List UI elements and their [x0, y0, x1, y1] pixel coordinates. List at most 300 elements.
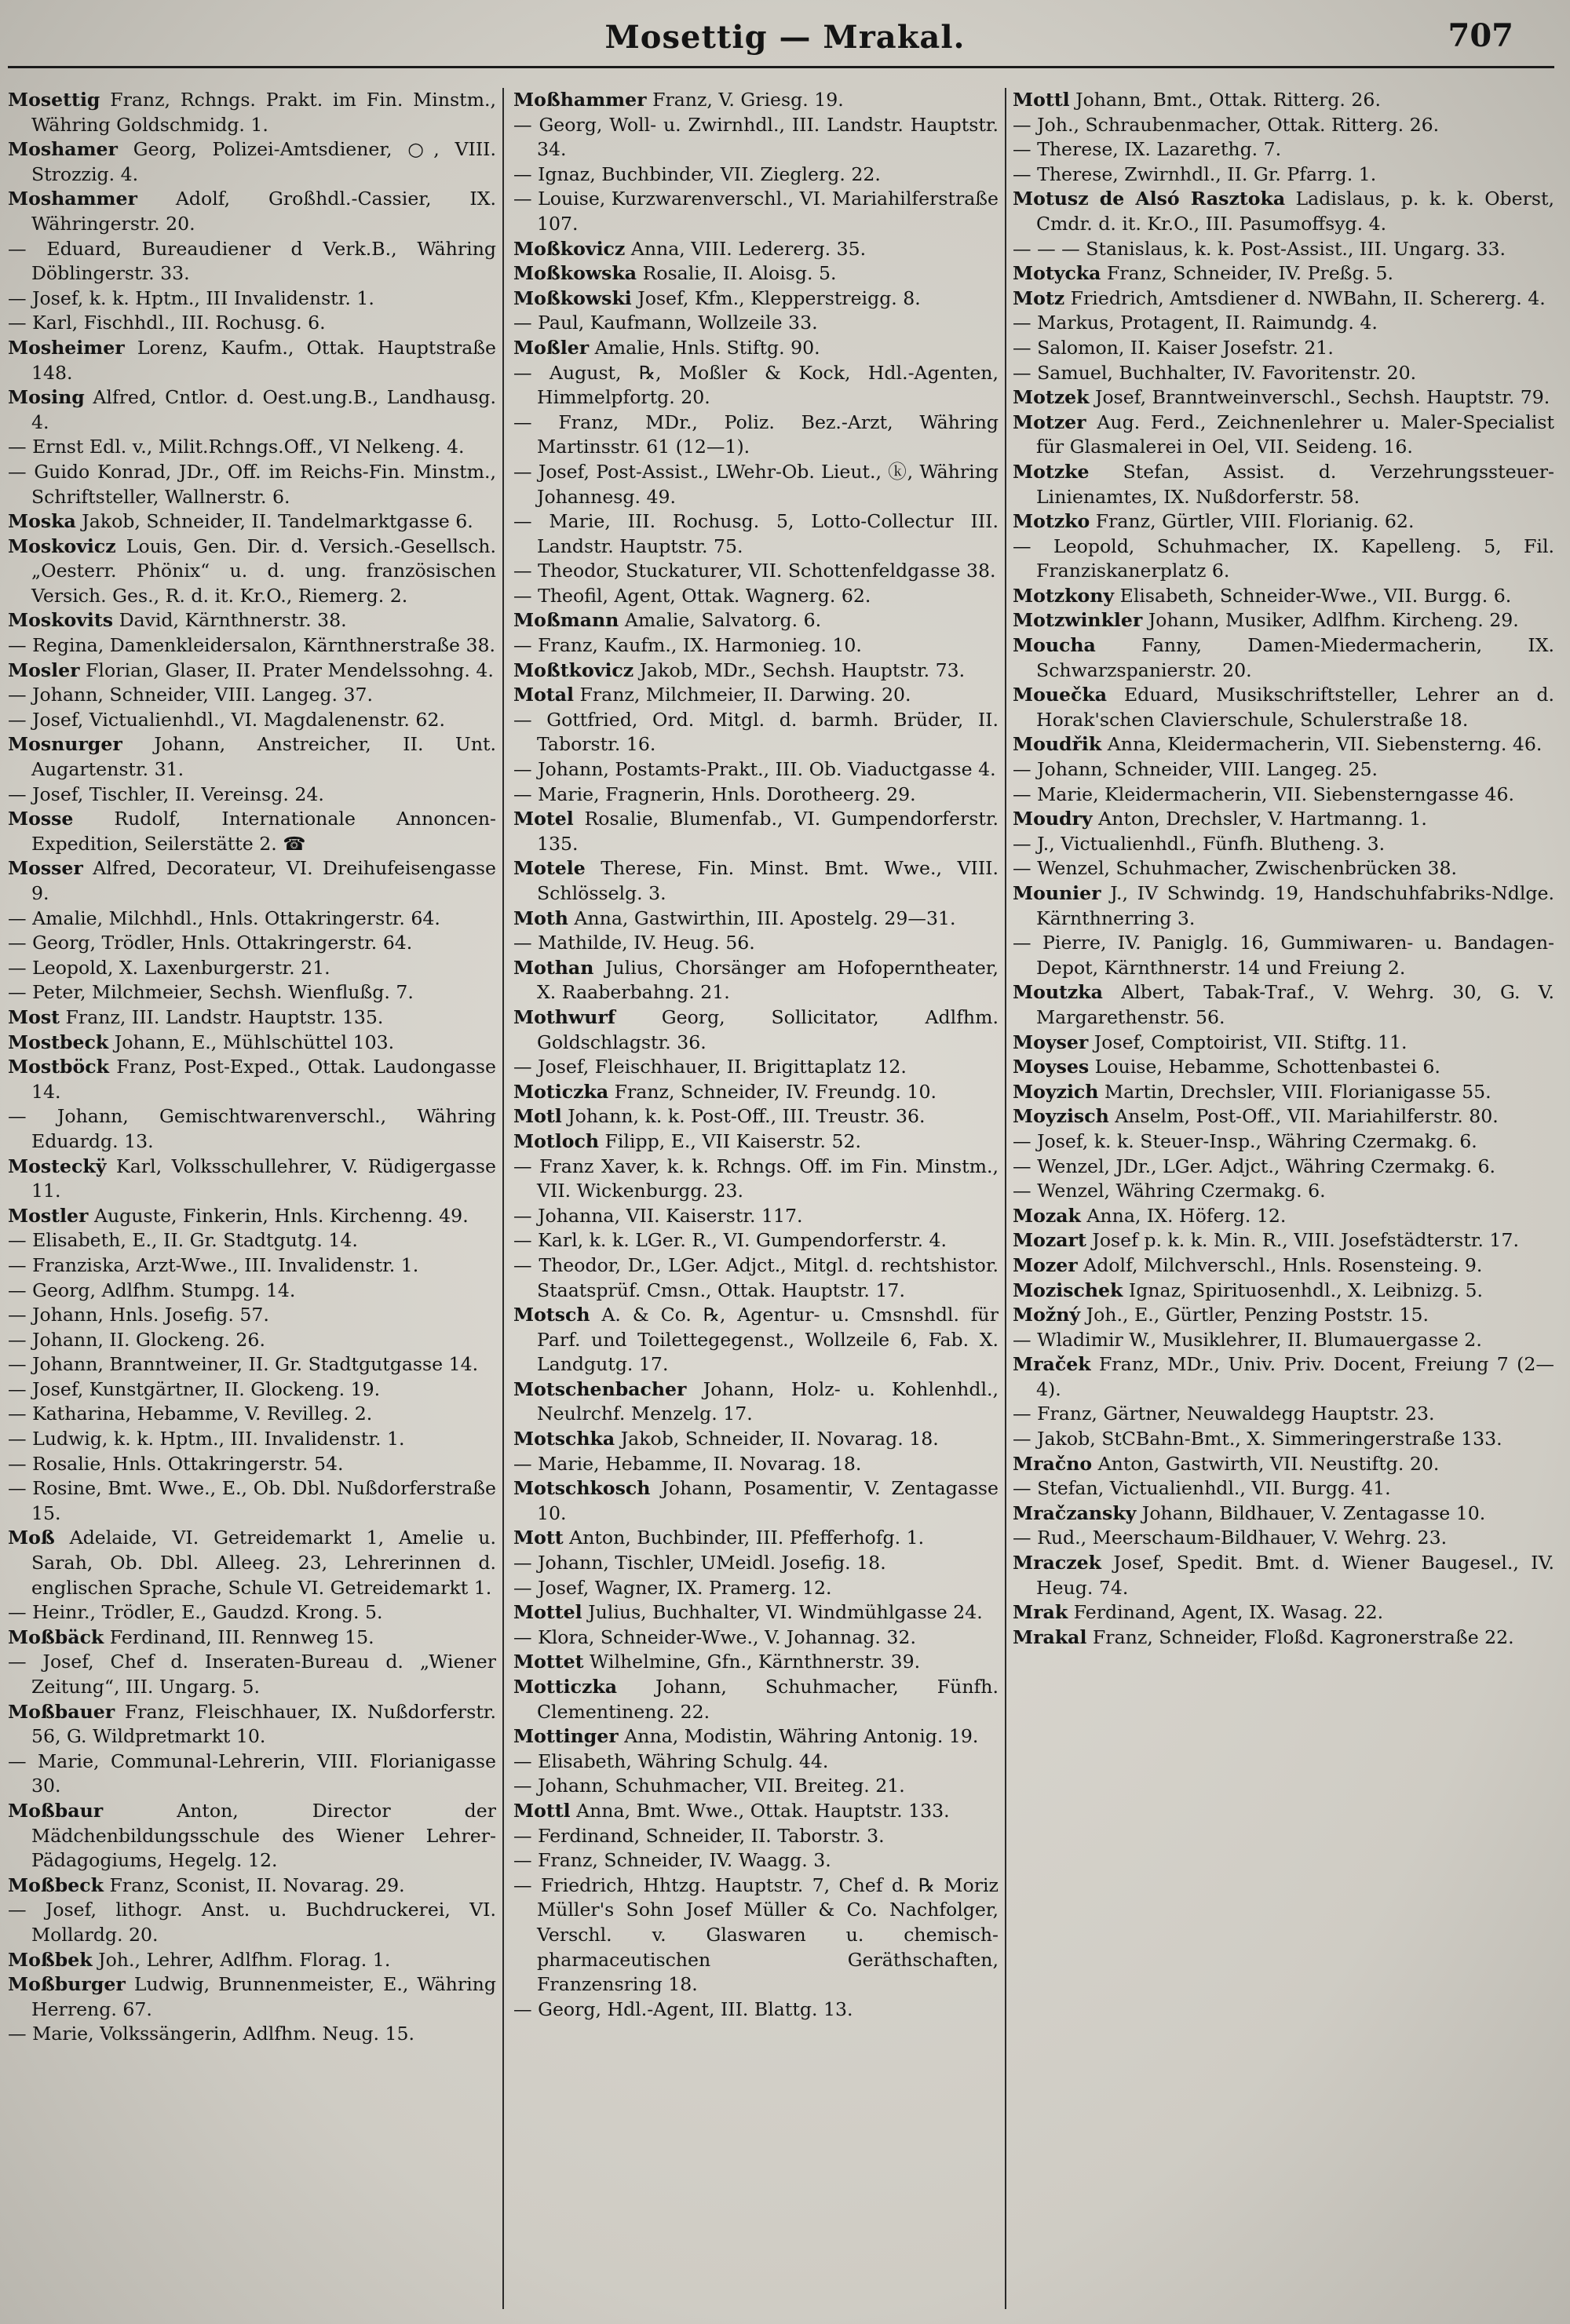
directory-entry: [513, 1377, 999, 1427]
entry-details: Louis, Gen. Dir. d. Versich.-Gesellsch. „Oesterr. Phönix“ u. d. ung. französischen Versich. Ges., R. d. it. Kr.O., Riemerg. 2.: [31, 534, 496, 607]
entry-details: — Leopold, X. Laxenburgerstr. 21.: [8, 956, 330, 979]
directory-entry: [1013, 113, 1554, 138]
entry-details: Adelaide, VI. Getreidemarkt 1, Amelie u. Sarah, Ob. Dbl. Alleeg. 23, Lehrerinnen d. englischen Sprache, Schule VI. Getreidemarkt 1.: [31, 1527, 496, 1599]
entry-surname: Mosteckÿ: [8, 1155, 107, 1177]
directory-entry: [513, 659, 999, 684]
directory-entry: [513, 1526, 999, 1551]
entry-details: Anna, IX. Höferg. 12.: [1080, 1204, 1287, 1227]
directory-entry: [8, 336, 496, 385]
entry-details: Josef p. k. k. Min. R., VIII. Josefstädterstr. 17.: [1086, 1229, 1519, 1252]
entry-surname: Moßkovicz: [513, 237, 626, 260]
entry-details: Amalie, Salvatorg. 6.: [619, 609, 822, 632]
entry-details: Alfred, Cntlor. d. Oest.ung.B., Landhausg. 4.: [31, 386, 496, 433]
entry-details: Anna, VIII. Ledererg. 35.: [625, 237, 867, 260]
entry-details: Rudolf, Internationale Annoncen-Expedition, Seilerstätte 2. ☎: [31, 808, 496, 855]
entry-surname: Mottet: [513, 1651, 584, 1673]
entry-details: — Johann, Tischler, UMeidl. Josefig. 18.: [513, 1552, 886, 1574]
directory-entry: [8, 509, 496, 534]
entry-details: Ferdinand, Agent, IX. Wasag. 22.: [1068, 1601, 1384, 1624]
directory-entry: [1013, 633, 1554, 683]
entry-details: Anton, Director der Mädchenbildungsschule des Wiener Lehrer-Pädagogiums, Hegelg. 12.: [31, 1799, 496, 1872]
directory-entry: [513, 1452, 999, 1477]
entry-surname: Moshammer: [8, 188, 137, 210]
directory-entry: [1013, 881, 1554, 931]
directory-entry: [513, 113, 999, 162]
entry-surname: Motycka: [1013, 262, 1101, 285]
directory-entry: [8, 1799, 496, 1873]
entry-surname: Moyzisch: [1013, 1105, 1109, 1128]
entry-details: Jakob, Schneider, II. Tandelmarktgasse 6.: [75, 510, 473, 533]
directory-entry: [513, 1253, 999, 1303]
entry-details: — Karl, k. k. LGer. R., VI. Gumpendorferstr. 4.: [513, 1229, 947, 1252]
entry-details: Therese, Fin. Minst. Bmt. Wwe., VIII. Schlösselg. 3.: [537, 857, 999, 904]
directory-entry: [1013, 261, 1554, 286]
entry-details: — Georg, Trödler, Hnls. Ottakringerstr. 64.: [8, 932, 413, 954]
directory-entry: [1013, 1253, 1554, 1279]
entry-details: — Ferdinand, Schneider, II. Taborstr. 3.: [513, 1824, 885, 1847]
directory-entry: [1013, 385, 1554, 410]
entry-details: Ignaz, Spirituosenhdl., X. Leibnizg. 5.: [1123, 1279, 1483, 1301]
directory-entry: [8, 1476, 496, 1526]
entry-surname: Moßbauer: [8, 1700, 115, 1723]
entry-surname: Moßkowska: [513, 262, 637, 285]
entry-surname: Motzwinkler: [1013, 609, 1143, 632]
directory-entry: [1013, 1055, 1554, 1080]
directory-entry: [8, 534, 496, 609]
directory-entry: [8, 980, 496, 1005]
page-header: [0, 14, 1570, 61]
directory-entry: [513, 907, 999, 932]
directory-entry: [513, 1774, 999, 1799]
entry-surname: Moßler: [513, 336, 590, 359]
directory-entry: [1013, 1551, 1554, 1600]
entry-surname: Mosettig: [8, 89, 100, 111]
directory-entry: [513, 1080, 999, 1105]
entry-details: Franz, Gürtler, VIII. Florianig. 62.: [1090, 510, 1415, 533]
directory-entry: [8, 237, 496, 286]
directory-entry: [513, 708, 999, 757]
entry-details: — Johann, Schneider, VIII. Langeg. 37.: [8, 684, 374, 706]
entry-details: Anna, Gastwirthin, III. Apostelg. 29—31.: [568, 907, 956, 929]
directory-entry: [8, 1104, 496, 1154]
entry-surname: Most: [8, 1005, 60, 1028]
directory-entry: [513, 1848, 999, 1873]
entry-details: Fanny, Damen-Miedermacherin, IX. Schwarzspanierstr. 20.: [1036, 634, 1554, 681]
entry-details: — Wenzel, JDr., LGer. Adjct., Währing Czermakg. 6.: [1013, 1155, 1496, 1177]
directory-entry: [1013, 162, 1554, 188]
directory-entry: [513, 460, 999, 509]
entry-details: — Johann, II. Glockeng. 26.: [8, 1328, 265, 1351]
entry-details: — Louise, Kurzwarenverschl., VI. Mariahilferstraße 107.: [513, 188, 999, 235]
entry-details: Julius, Buchhalter, VI. Windmühlgasse 24.: [582, 1601, 983, 1624]
entry-details: — Georg, Adlfhm. Stumpg. 14.: [8, 1279, 296, 1301]
directory-entry: [8, 783, 496, 808]
directory-entry: [513, 956, 999, 1005]
directory-entry: [513, 584, 999, 609]
entry-details: — Rosine, Bmt. Wwe., E., Ob. Dbl. Nußdorferstraße 15.: [8, 1477, 496, 1524]
entry-details: — Josef, Tischler, II. Vereinsg. 24.: [8, 783, 324, 805]
entry-surname: Mott: [513, 1527, 564, 1549]
directory-entry: [513, 559, 999, 584]
directory-entry: [8, 1253, 496, 1279]
entry-surname: Mostbeck: [8, 1031, 109, 1053]
entry-details: — Heinr., Trödler, E., Gaudzd. Krong. 5.: [8, 1601, 383, 1624]
entry-surname: Mothwurf: [513, 1005, 615, 1028]
directory-entry: [8, 311, 496, 336]
directory-entry: [8, 187, 496, 236]
entry-details: Johann, Bmt., Ottak. Ritterg. 26.: [1069, 89, 1381, 111]
directory-entry: [1013, 1031, 1554, 1056]
directory-entry: [8, 956, 496, 981]
page-number: 707: [1448, 17, 1513, 54]
directory-entry: [1013, 361, 1554, 386]
directory-entry: [1013, 1080, 1554, 1105]
directory-entry: [8, 1700, 496, 1749]
directory-entry: [513, 361, 999, 410]
entry-details: Lorenz, Kaufm., Ottak. Hauptstraße 148.: [31, 336, 496, 384]
directory-entry: [8, 1873, 496, 1899]
entry-surname: Mosser: [8, 857, 83, 880]
entry-surname: Motel: [513, 808, 574, 830]
directory-entry: [1013, 187, 1554, 236]
column-2: [513, 88, 999, 2309]
directory-entry: [8, 1055, 496, 1104]
entry-details: — Wenzel, Schuhmacher, Zwischenbrücken 38.: [1013, 857, 1458, 880]
directory-entry: [8, 1749, 496, 1799]
directory-entry: [513, 410, 999, 460]
entry-details: — Paul, Kaufmann, Wollzeile 33.: [513, 312, 818, 334]
directory-entry: [513, 1427, 999, 1452]
directory-entry: [1013, 1352, 1554, 1402]
entry-details: — Wenzel, Währing Czermakg. 6.: [1013, 1180, 1326, 1202]
entry-details: — Marie, III. Rochusg. 5, Lotto-Collectur III. Landstr. Hauptstr. 75.: [513, 510, 999, 557]
column-divider: [502, 88, 504, 2309]
entry-surname: Motele: [513, 857, 586, 880]
entry-surname: Motloch: [513, 1129, 599, 1152]
directory-entry: [1013, 509, 1554, 534]
directory-entry: [8, 1600, 496, 1625]
directory-entry: [8, 1427, 496, 1452]
directory-entry: [8, 1279, 496, 1304]
entry-surname: Mosse: [8, 808, 74, 830]
entry-details: Albert, Tabak-Traf., V. Wehrg. 30, G. V. Margarethenstr. 56.: [1036, 981, 1554, 1028]
entry-details: Ludwig, Brunnenmeister, E., Währing Herreng. 67.: [31, 1973, 496, 2020]
entry-surname: Moyser: [1013, 1031, 1089, 1053]
entry-details: — Wladimir W., Musiklehrer, II. Blumauergasse 2.: [1013, 1328, 1482, 1351]
entry-details: — Stefan, Victualienhdl., VII. Burgg. 41.: [1013, 1477, 1391, 1500]
directory-entry: [8, 907, 496, 932]
entry-details: — Theofil, Agent, Ottak. Wagnerg. 62.: [513, 584, 871, 607]
entry-details: Franz, Post-Exped., Ottak. Laudongasse 14.: [31, 1056, 496, 1103]
entry-details: — Josef, lithogr. Anst. u. Buchdruckerei, VI. Mollardg. 20.: [8, 1899, 496, 1946]
entry-details: — Johann, Hnls. Josefig. 57.: [8, 1304, 269, 1326]
entry-surname: Motzke: [1013, 460, 1090, 483]
directory-entry: [1013, 1452, 1554, 1477]
column-3: [1013, 88, 1554, 2309]
directory-entry: [1013, 783, 1554, 808]
column-divider: [1005, 88, 1006, 2309]
entry-details: — Marie, Hebamme, II. Novarag. 18.: [513, 1452, 862, 1475]
directory-entry: [1013, 807, 1554, 832]
directory-entry: [8, 1972, 496, 2022]
entry-details: — Josef, k. k. Hptm., III Invalidenstr. 1.: [8, 286, 374, 309]
entry-details: Alfred, Decorateur, VI. Dreihufeisengasse 9.: [31, 857, 496, 904]
entry-surname: Mozart: [1013, 1229, 1086, 1252]
entry-surname: Moßbaur: [8, 1799, 104, 1822]
entry-details: Franz, Fleischhauer, IX. Nußdorferstr. 56, G. Wildpretmarkt 10.: [31, 1700, 496, 1748]
directory-entry: [513, 807, 999, 856]
entry-details: Florian, Glaser, II. Prater Mendelssohng. 4.: [79, 659, 494, 681]
directory-entry: [513, 1675, 999, 1724]
entry-details: J., IV Schwindg. 19, Handschuhfabriks-Ndlge. Kärnthnerring 3.: [1036, 882, 1554, 929]
directory-entry: [8, 2022, 496, 2047]
entry-surname: Mouečka: [1013, 684, 1108, 706]
entry-details: Rosalie, Blumenfab., VI. Gumpendorferstr. 135.: [537, 808, 999, 855]
entry-details: — Georg, Woll- u. Zwirnhdl., III. Landstr. Hauptstr. 34.: [513, 113, 999, 161]
directory-entry: [513, 88, 999, 113]
directory-entry: [8, 1948, 496, 1973]
entry-details: — Josef, k. k. Steuer-Insp., Währing Czermakg. 6.: [1013, 1129, 1477, 1152]
entry-details: Franz, Schneider, IV. Preßg. 5.: [1101, 262, 1394, 285]
entry-surname: Moudry: [1013, 808, 1093, 830]
entry-surname: Mottl: [513, 1799, 571, 1822]
directory-entry: [8, 1303, 496, 1328]
entry-details: — Johanna, VII. Kaiserstr. 117.: [513, 1204, 803, 1227]
entry-details: — Karl, Fischhdl., III. Rochusg. 6.: [8, 312, 326, 334]
entry-surname: Mozischek: [1013, 1279, 1123, 1301]
entry-surname: Mosnurger: [8, 733, 122, 756]
entry-details: — Peter, Milchmeier, Sechsh. Wienflußg. 7.: [8, 981, 414, 1004]
entry-surname: Mozak: [1013, 1204, 1081, 1227]
directory-entry: [8, 435, 496, 460]
entry-details: Josef, Spedit. Bmt. d. Wiener Baugesel., IV. Heug. 74.: [1036, 1552, 1554, 1599]
directory-entry: [8, 856, 496, 906]
entry-surname: Moudřik: [1013, 733, 1102, 756]
directory-entry: [1013, 237, 1554, 262]
directory-entry: [1013, 980, 1554, 1030]
entry-surname: Moucha: [1013, 634, 1096, 657]
entry-details: — Elisabeth, Währing Schulg. 44.: [513, 1749, 829, 1772]
entry-surname: Moyzich: [1013, 1080, 1099, 1103]
entry-surname: Motusz de Alsó Rasztoka: [1013, 188, 1286, 210]
entry-details: — Therese, IX. Lazarethg. 7.: [1013, 138, 1282, 161]
directory-entry: [8, 683, 496, 708]
entry-details: — Mathilde, IV. Heug. 56.: [513, 932, 755, 954]
directory-entry: [8, 1005, 496, 1031]
entry-details: Johann, E., Mühlschüttel 103.: [108, 1031, 395, 1053]
entry-surname: Mounier: [1013, 882, 1101, 904]
directory-entry: [8, 732, 496, 782]
entry-surname: Motschkosch: [513, 1477, 651, 1500]
header-rule: [8, 66, 1554, 68]
directory-entry: [1013, 1228, 1554, 1253]
directory-entry: [1013, 88, 1554, 113]
entry-details: — Theodor, Stuckaturer, VII. Schottenfeldgasse 38.: [513, 560, 996, 582]
entry-details: Filipp, E., VII Kaiserstr. 52.: [598, 1129, 861, 1152]
entry-details: — Johann, Gemischtwarenverschl., Währing Eduardg. 13.: [8, 1105, 496, 1152]
directory-entry: [513, 1005, 999, 1055]
entry-details: — Johann, Schneider, VIII. Langeg. 25.: [1013, 758, 1378, 781]
entry-details: Franz, Rchngs. Prakt. im Fin. Minstm., Währing Goldschmidg. 1.: [31, 89, 496, 136]
entry-details: — Guido Konrad, JDr., Off. im Reichs-Fin. Minstm., Schriftsteller, Wallnerstr. 6.: [8, 460, 496, 508]
entry-details: Stefan, Assist. d. Verzehrungssteuer-Linienamtes, IX. Nußdorferstr. 58.: [1036, 460, 1554, 508]
directory-entry: [513, 1155, 999, 1204]
entry-details: Johann, Holz- u. Kohlenhdl., Neulrchf. Menzelg. 17.: [537, 1377, 999, 1425]
entry-details: — Rosalie, Hnls. Ottakringerstr. 54.: [8, 1452, 344, 1475]
entry-details: — Samuel, Buchhalter, IV. Favoritenstr. 20.: [1013, 361, 1417, 384]
directory-entry: [8, 1377, 496, 1403]
directory-entry: [8, 1204, 496, 1229]
entry-surname: Mrak: [1013, 1601, 1068, 1624]
entry-details: Franz, III. Landstr. Hauptstr. 135.: [60, 1005, 384, 1028]
entry-details: — Jakob, StCBahn-Bmt., X. Simmeringerstraße 133.: [1013, 1428, 1502, 1450]
running-title: Mosettig — Mrakal.: [604, 19, 966, 56]
entry-details: — Theodor, Dr., LGer. Adjct., Mitgl. d. rechtshistor. Staatsprüf. Cmsn., Ottak. Hauptstr. 17.: [513, 1253, 999, 1301]
directory-entry: [8, 1328, 496, 1353]
entry-surname: Moticzka: [513, 1080, 609, 1103]
entry-surname: Mottel: [513, 1601, 582, 1624]
directory-entry: [8, 1402, 496, 1427]
directory-entry: [513, 1228, 999, 1253]
directory-entry: [1013, 1129, 1554, 1155]
directory-entry: [513, 1724, 999, 1749]
entry-details: Franz, Milchmeier, II. Darwing. 20.: [574, 684, 911, 706]
directory-entry: [1013, 856, 1554, 881]
entry-surname: Moskovits: [8, 609, 114, 632]
directory-entry: [513, 783, 999, 808]
entry-details: — Friedrich, Hhtzg. Hauptstr. 7, Chef d. ℞ Moriz Müller's Sohn Josef Müller & Co. Nachfolger, Verschl. v. Glaswaren u. chemisch-pharmaceutischen Geräthschaften, Franzensring 18.: [513, 1873, 999, 1996]
entry-surname: Mosler: [8, 659, 80, 681]
entry-details: — Therese, Zwirnhdl., II. Gr. Pfarrg. 1.: [1013, 162, 1377, 185]
directory-entry: [1013, 1204, 1554, 1229]
entry-details: Franz, V. Griesg. 19.: [646, 89, 844, 111]
entry-surname: Mraczek: [1013, 1552, 1101, 1574]
entry-details: — — — Stanislaus, k. k. Post-Assist., III. Ungarg. 33.: [1013, 237, 1506, 260]
entry-details: — Johann, Schuhmacher, VII. Breiteg. 21.: [513, 1775, 905, 1797]
entry-details: — Josef, Post-Assist., LWehr-Ob. Lieut., ⓚ, Währing Johannesg. 49.: [513, 460, 999, 508]
directory-entry: [1013, 410, 1554, 460]
entry-details: — Klora, Schneider-Wwe., V. Johannag. 32.: [513, 1625, 916, 1648]
directory-entry: [1013, 832, 1554, 857]
entry-details: — Franz, Gärtner, Neuwaldegg Hauptstr. 23.: [1013, 1403, 1435, 1425]
entry-surname: Možný: [1013, 1304, 1081, 1326]
entry-details: — Franz, MDr., Poliz. Bez.-Arzt, Währing Martinsstr. 61 (12—1).: [513, 410, 999, 458]
entry-details: Georg, Polizei-Amtsdiener, ○, VIII. Strozzig. 4.: [31, 138, 496, 185]
directory-entry: [8, 460, 496, 509]
entry-surname: Mračno: [1013, 1452, 1093, 1475]
directory-entry: [8, 286, 496, 312]
entry-details: Auguste, Finkerin, Hnls. Kirchenng. 49.: [88, 1204, 469, 1227]
entry-details: — Rud., Meerschaum-Bildhauer, V. Wehrg. 23.: [1013, 1527, 1448, 1549]
entry-details: Julius, Chorsänger am Hofoperntheater, X. Raaberbahng. 21.: [537, 956, 999, 1004]
directory-entry: [1013, 608, 1554, 633]
entry-surname: Moßbeck: [8, 1873, 104, 1896]
directory-entry: [8, 1625, 496, 1651]
directory-entry: [513, 757, 999, 783]
entry-details: — Leopold, Schuhmacher, IX. Kapelleng. 5, Fil. Franziskanerplatz 6.: [1013, 534, 1554, 582]
entry-details: Josef, Comptoirist, VII. Stiftg. 11.: [1088, 1031, 1408, 1053]
entry-details: — Georg, Hdl.-Agent, III. Blattg. 13.: [513, 1997, 853, 2020]
directory-entry: [513, 1625, 999, 1651]
entry-details: Josef, Branntweinverschl., Sechsh. Hauptstr. 79.: [1089, 386, 1550, 409]
entry-details: — Salomon, II. Kaiser Josefstr. 21.: [1013, 336, 1334, 359]
entry-details: — Amalie, Milchhdl., Hnls. Ottakringerstr. 64.: [8, 907, 440, 929]
entry-details: — Ludwig, k. k. Hptm., III. Invalidenstr. 1.: [8, 1428, 405, 1450]
entry-details: — Marie, Kleidermacherin, VII. Siebensterngasse 46.: [1013, 783, 1514, 805]
entry-surname: Moutzka: [1013, 981, 1103, 1004]
directory-entry: [513, 1055, 999, 1080]
entry-surname: Moska: [8, 510, 76, 533]
entry-details: Franz, Sconist, II. Novarag. 29.: [104, 1873, 405, 1896]
entry-surname: Mosheimer: [8, 336, 125, 359]
entry-details: — Markus, Protagent, II. Raimundg. 4.: [1013, 312, 1378, 334]
directory-entry: [8, 1031, 496, 1056]
directory-entry: [513, 1600, 999, 1625]
entry-details: Amalie, Hnls. Stiftg. 90.: [589, 336, 820, 359]
entry-surname: Mrakal: [1013, 1625, 1087, 1648]
directory-entry: [1013, 757, 1554, 783]
entry-surname: Moyses: [1013, 1056, 1090, 1078]
entry-surname: Motal: [513, 684, 575, 706]
directory-entry: [1013, 1104, 1554, 1129]
entry-details: Georg, Sollicitator, Adlfhm. Goldschlagstr. 36.: [537, 1005, 999, 1053]
directory-entry: [8, 1452, 496, 1477]
directory-entry: [513, 608, 999, 633]
entry-details: — Franz, Kaufm., IX. Harmonieg. 10.: [513, 634, 862, 657]
directory-entry: [8, 1650, 496, 1699]
entry-details: — Franziska, Arzt-Wwe., III. Invalidenstr. 1.: [8, 1253, 419, 1276]
entry-details: Joh., Lehrer, Adlfhm. Florag. 1.: [92, 1948, 391, 1971]
entry-details: Franz, Schneider, IV. Freundg. 10.: [608, 1080, 937, 1103]
entry-surname: Motzko: [1013, 510, 1090, 533]
entry-details: Jakob, MDr., Sechsh. Hauptstr. 73.: [633, 659, 966, 681]
entry-surname: Mozer: [1013, 1253, 1078, 1276]
entry-details: — Pierre, IV. Paniglg. 16, Gummiwaren- u. Bandagen-Depot, Kärnthnerstr. 14 und Freiung 2.: [1013, 932, 1554, 979]
directory-entry: [1013, 311, 1554, 336]
entry-details: — Josef, Wagner, IX. Pramerg. 12.: [513, 1576, 832, 1599]
entry-surname: Moßtkovicz: [513, 659, 634, 681]
entry-details: Adolf, Milchverschl., Hnls. Rosensteing. 9.: [1077, 1253, 1483, 1276]
directory-entry: [8, 1898, 496, 1947]
directory-entry: [513, 286, 999, 312]
entry-details: — Marie, Communal-Lehrerin, VIII. Florianigasse 30.: [8, 1749, 496, 1797]
entry-details: — August, ℞, Moßler & Kock, Hdl.-Agenten, Himmelpfortg. 20.: [513, 361, 999, 409]
directory-entry: [513, 683, 999, 708]
directory-entry: [513, 856, 999, 906]
entry-surname: Motzkony: [1013, 584, 1115, 607]
entry-details: Johann, Anstreicher, II. Unt. Augartenstr. 31.: [31, 733, 496, 781]
directory-entry: [8, 1352, 496, 1377]
directory-entry: [513, 237, 999, 262]
entry-details: Eduard, Musikschriftsteller, Lehrer an d. Horak'schen Clavierschule, Schulerstraße 18.: [1036, 684, 1554, 731]
entry-details: Jakob, Schneider, II. Novarag. 18.: [615, 1428, 939, 1450]
directory-entry: [513, 162, 999, 188]
entry-surname: Mostböck: [8, 1056, 109, 1078]
entry-details: Joh., E., Gürtler, Penzing Poststr. 15.: [1080, 1304, 1429, 1326]
entry-details: — J., Victualienhdl., Fünfh. Blutheng. 3.: [1013, 832, 1386, 855]
directory-entry: [513, 1799, 999, 1824]
entry-details: — Eduard, Bureaudiener d Verk.B., Währing Döblingerstr. 33.: [8, 237, 496, 285]
entry-surname: Mraček: [1013, 1353, 1091, 1376]
directory-entry: [513, 1576, 999, 1601]
entry-details: Anna, Bmt. Wwe., Ottak. Hauptstr. 133.: [570, 1799, 950, 1822]
entry-details: Anna, Modistin, Währing Antonig. 19.: [618, 1725, 979, 1748]
entry-details: — Josef, Chef d. Inseraten-Bureau d. „Wiener Zeitung“, III. Ungarg. 5.: [8, 1651, 496, 1698]
entry-details: — Johann, Postamts-Prakt., III. Ob. Viaductgasse 4.: [513, 758, 996, 781]
directory-entry: [513, 187, 999, 236]
entry-surname: Mostler: [8, 1204, 89, 1227]
directory-entry: [1013, 534, 1554, 584]
